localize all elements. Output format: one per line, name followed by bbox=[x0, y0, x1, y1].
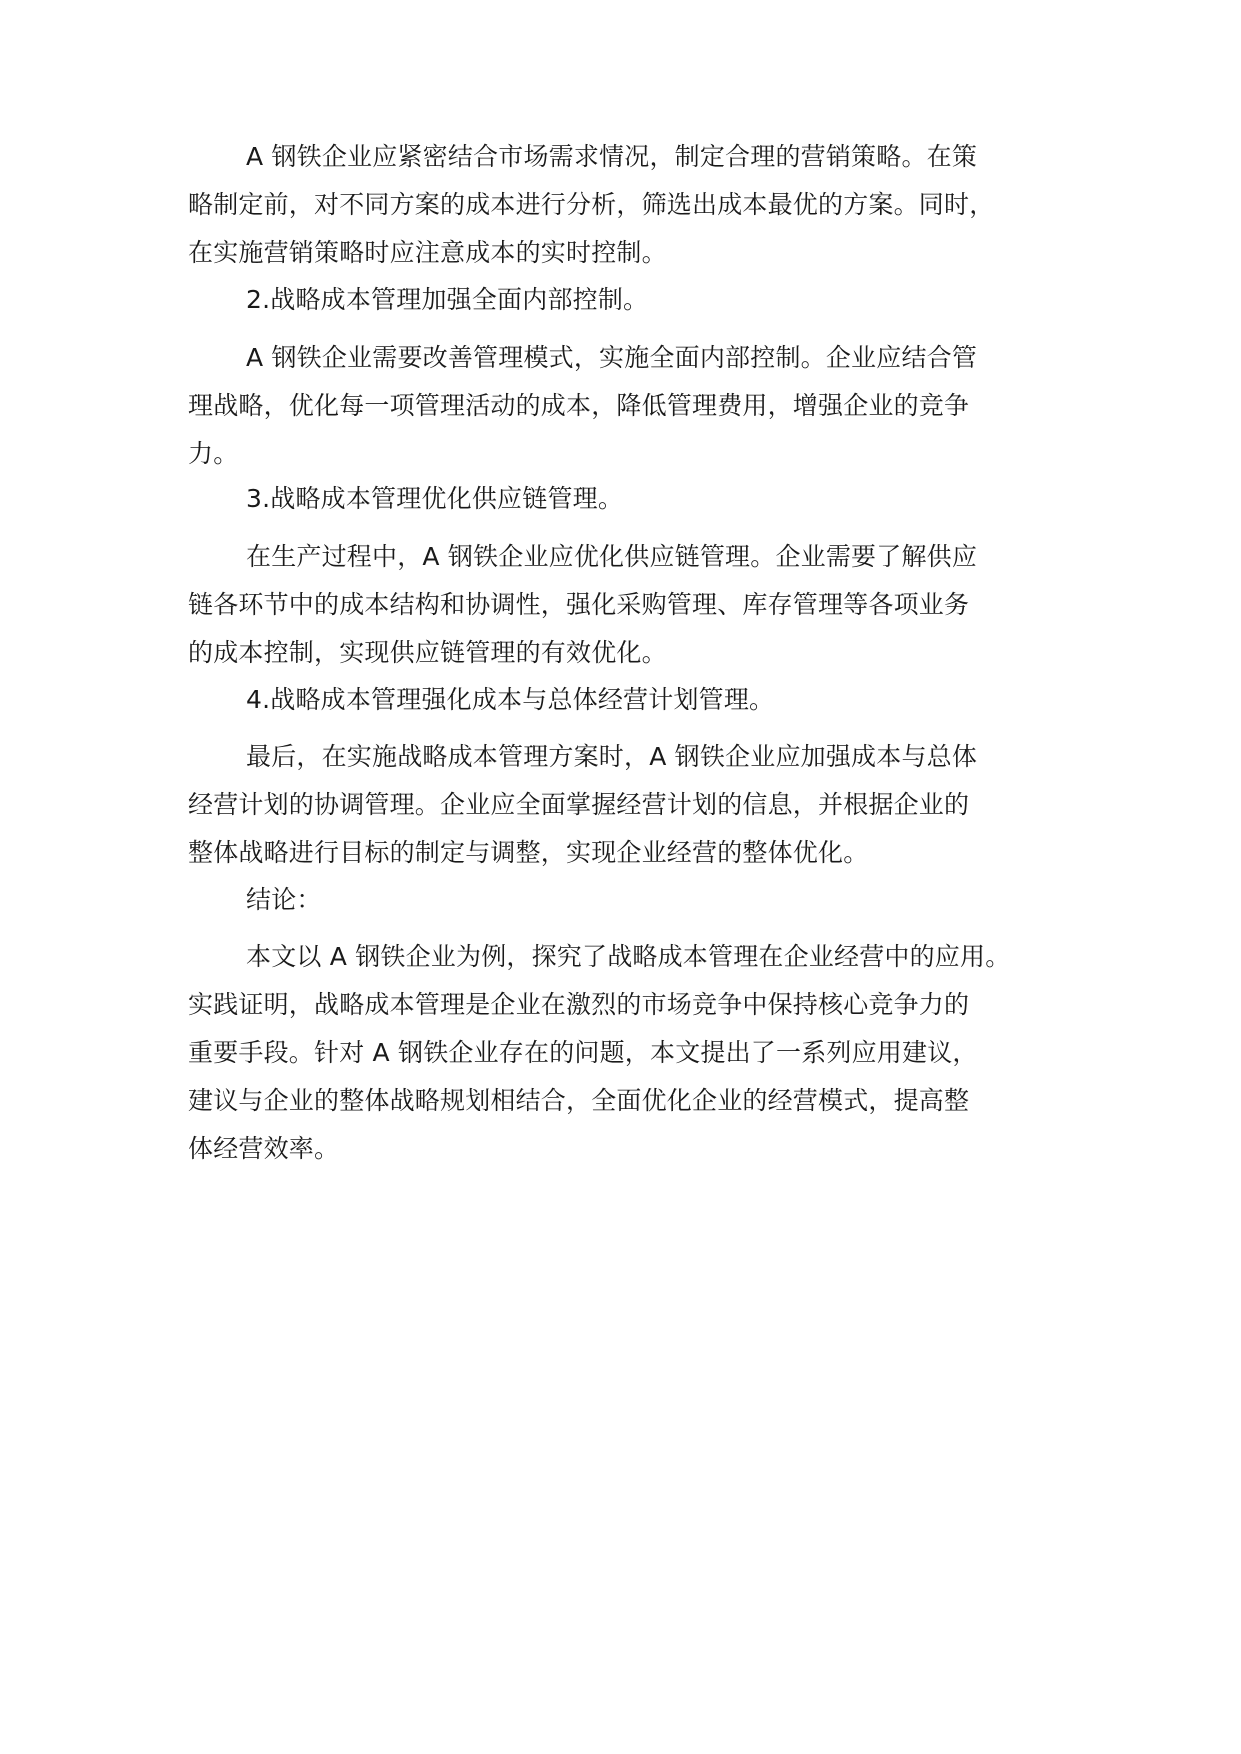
text-line: 建议与企业的整体战略规划相结合，全面优化企业的经营模式，提高整 bbox=[188, 1086, 970, 1115]
text-line: 体经营效率。 bbox=[188, 1134, 340, 1163]
heading-supply-chain bbox=[188, 475, 1088, 523]
text-line: 略制定前，对不同方案的成本进行分析，筛选出成本最优的方案。同时， bbox=[188, 190, 995, 219]
text-line: 理战略，优化每一项管理活动的成本，降低管理费用，增强企业的竞争 bbox=[188, 391, 970, 420]
section-heading: 4.战略成本管理强化成本与总体经营计划管理。 bbox=[246, 685, 775, 714]
text-line: 实践证明，战略成本管理是企业在激烈的市场竞争中保持核心竞争力的 bbox=[188, 990, 970, 1019]
text-line: 本文以 A 钢铁企业为例，探究了战略成本管理在企业经营中的应用。 bbox=[246, 942, 1011, 971]
section-heading: 结论： bbox=[246, 885, 322, 914]
text-line: 的成本控制，实现供应链管理的有效优化。 bbox=[188, 638, 667, 667]
section-heading: 2.战略成本管理加强全面内部控制。 bbox=[246, 285, 649, 314]
text-line: 最后，在实施战略成本管理方案时，A 钢铁企业应加强成本与总体 bbox=[246, 742, 978, 771]
paragraph-business-plan bbox=[188, 733, 1088, 877]
text-line: A 钢铁企业应紧密结合市场需求情况，制定合理的营销策略。在策 bbox=[246, 142, 978, 171]
text-line: 力。 bbox=[188, 439, 239, 468]
text-line: A 钢铁企业需要改善管理模式，实施全面内部控制。企业应结合管 bbox=[246, 343, 978, 372]
text-line: 经营计划的协调管理。企业应全面掌握经营计划的信息，并根据企业的 bbox=[188, 790, 970, 819]
paragraph-internal-control bbox=[188, 334, 1088, 478]
text-line: 在生产过程中，A 钢铁企业应优化供应链管理。企业需要了解供应 bbox=[246, 542, 978, 571]
paragraph-marketing-strategy bbox=[188, 133, 1088, 277]
text-line: 整体战略进行目标的制定与调整，实现企业经营的整体优化。 bbox=[188, 838, 869, 867]
heading-internal-control bbox=[188, 276, 1088, 324]
paragraph-conclusion bbox=[188, 933, 1088, 1173]
text-line: 在实施营销策略时应注意成本的实时控制。 bbox=[188, 238, 667, 267]
section-heading: 3.战略成本管理优化供应链管理。 bbox=[246, 484, 624, 513]
heading-business-plan bbox=[188, 676, 1088, 724]
text-line: 重要手段。针对 A 钢铁企业存在的问题，本文提出了一系列应用建议， bbox=[188, 1038, 978, 1067]
text-line: 链各环节中的成本结构和协调性，强化采购管理、库存管理等各项业务 bbox=[188, 590, 970, 619]
heading-conclusion bbox=[188, 876, 1088, 924]
paragraph-supply-chain bbox=[188, 533, 1088, 677]
